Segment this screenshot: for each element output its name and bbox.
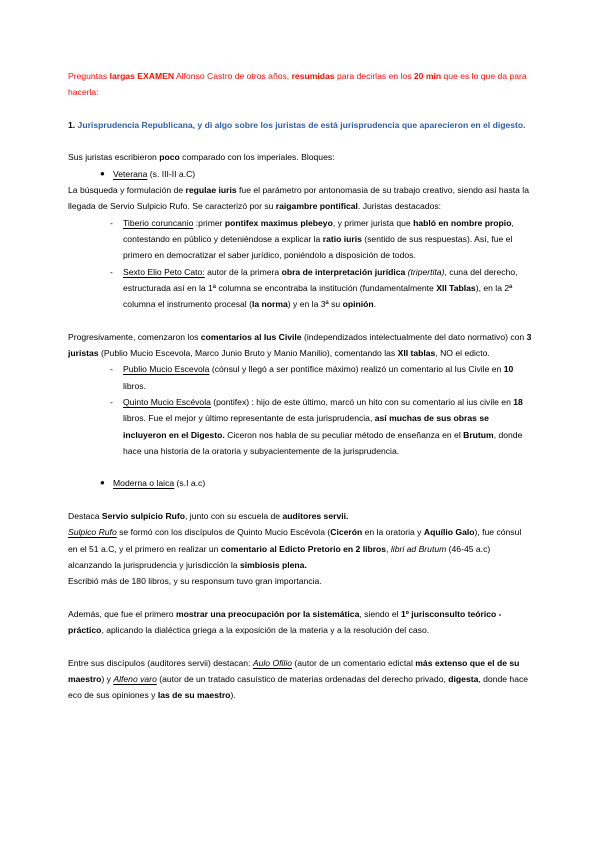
list-item-quinto-name: Quinto Mucio Escévola [123, 396, 211, 407]
paragraph-veterana-text-1: La búsqueda y formulación de [68, 185, 186, 196]
spacer [68, 638, 532, 654]
list-item-quinto-text-1: (pontifex) : hijo de este último, marcó un hito con su comentario al ius civile en [210, 396, 514, 407]
paragraph-discipulos-text-4: (autor de un tratado casuístico de materias ordenadas del derecho privado, [156, 673, 449, 684]
list-item-quinto-text-3: Ciceron nos habla de su peculiar método de enseñanza en el [224, 429, 464, 440]
paragraph-ademas-emphasis-1: mostrar una preocupación por la sistemática [175, 608, 360, 619]
paragraph-destaca [68, 508, 532, 524]
paragraph-ademas-text-1: Además, que fue el primero [68, 608, 176, 619]
list-item-quinto-body [123, 394, 532, 459]
list-item-sexto-italic-1: (tripertita) [405, 266, 445, 277]
list-item-sexto [68, 264, 532, 313]
paragraph-progresivamente-text-1: Progresivamente, comenzaron los [68, 331, 201, 342]
list-item-tiberio-text-4: (sentido de sus respuestas). Así, fue el primero en democratizar el saber jurídico, poniéndolo a disposición de todos. [123, 233, 513, 261]
paragraph-progresivamente-emphasis-3: XII tablas [397, 348, 436, 359]
intro-text-1: Sus juristas escribieron [68, 152, 160, 163]
question-number: 1. [68, 119, 76, 130]
list-item-veterana-body [113, 166, 532, 182]
list-item-publio-name: Publio Mucio Escevola [123, 364, 210, 375]
list-item-publio-text-2: libros. [123, 380, 146, 391]
list-item-sexto-text-1: autor de la primera [204, 266, 282, 277]
paragraph-sulpico-text-5: (46-45 a.c) alcanzando la jurisprudencia y jurisdicción la [68, 543, 491, 570]
paragraph-sulpico-text-1: se formó con los discípulos de Quinto Mucio Escévola ( [116, 527, 331, 538]
list-item-veterana [68, 166, 532, 182]
paragraph-veterana-text-3: . Juristas destacados: [357, 201, 442, 212]
list-item-publio [68, 361, 532, 394]
list-item-quinto-text-2: libros. Fue el mejor y último representante de esta jurisprudencia, [123, 413, 375, 424]
list-item-tiberio-text-2: , y primer jurista que [332, 217, 414, 228]
list-item-veterana-title: Veterana [113, 168, 148, 179]
header-note-text-2: Alfonso Castro de otros años, [174, 71, 292, 81]
list-item-tiberio-text-3: , contestando en público y deteniéndose a explicar la [123, 217, 514, 244]
dash-marker-icon: - [110, 396, 113, 407]
paragraph-ademas-emphasis-2: 1º jurisconsulto teórico -práctico [68, 608, 502, 636]
paragraph-ademas-text-2: , siendo el [359, 608, 401, 619]
paragraph-progresivamente-emphasis-2: 3 juristas [68, 331, 532, 359]
list-item-sexto-name: Sexto Elio Peto Cato: [123, 266, 205, 277]
paragraph-progresivamente-text-2: (independizados intelectualmente del dato normativo) con [301, 331, 527, 342]
paragraph-veterana-emphasis-1: regulae iuris [185, 185, 237, 196]
paragraph-sulpico-emphasis-2: Aquílio Galo [423, 527, 475, 538]
paragraph-progresivamente [68, 329, 532, 362]
list-item-sexto-body [123, 264, 532, 313]
list-item-sexto-emphasis-4: opinión [342, 299, 374, 310]
list-item-quinto [68, 394, 532, 459]
question-heading [68, 117, 532, 133]
header-note-text-4: que es lo que da para hacerla: [68, 71, 527, 98]
paragraph-ademas-text-3: , aplicando la dialéctica griega a la exposición de la materia y a la resolución del caso. [101, 625, 430, 636]
document-body [68, 68, 532, 704]
list-item-sexto-text-5: . [373, 299, 376, 310]
paragraph-sulpico-emphasis-1: Cicerón [330, 527, 363, 538]
header-note-emphasis-1: largas EXAMEN [109, 71, 175, 81]
paragraph-veterana-emphasis-2: raigambre pontifical [275, 201, 358, 212]
paragraph-discipulos-emphasis-2: digesta [448, 673, 479, 684]
paragraph-destaca-text-2: , junto con su escuela de [185, 511, 283, 522]
spacer [68, 101, 532, 117]
paragraph-discipulos-name-1-underline: Aulo Ofilio [252, 657, 293, 668]
intro-paragraph [68, 149, 532, 165]
paragraph-discipulos-text-6: ). [230, 690, 236, 701]
paragraph-progresivamente-text-3: (Publio Mucio Escevola, Marco Junio Bruto y Manio Manilio), comentando las [98, 348, 398, 359]
list-item-moderna-suffix: (s.I a.c) [174, 478, 206, 489]
header-note-emphasis-3: 20 min [413, 71, 442, 81]
header-note-text-1: Preguntas [68, 71, 110, 81]
list-item-tiberio-name: Tiberio coruncanio [123, 217, 194, 228]
list-item-moderna-title: Moderna o laica [113, 478, 175, 489]
paragraph-sulpico-text-3: ), fue cónsul en el 51 a.C, y el primero en realizar un [68, 527, 522, 554]
list-item-tiberio-emphasis-3: ratio iuris [322, 233, 362, 244]
list-item-sexto-text-3: ), en la 2ª columna el instrumento procesal ( [123, 282, 513, 310]
paragraph-destaca-emphasis-2: auditores servii. [282, 511, 349, 522]
list-item-tiberio [68, 215, 532, 264]
list-item-quinto-emphasis-2: así muchas de sus obras se incluyeron en el Digesto. [123, 413, 489, 440]
paragraph-discipulos-text-3: ) y [101, 673, 114, 684]
spacer [68, 312, 532, 328]
list-item-sexto-text-2: , cuna del derecho, estructurada así en la 1ª columna se encontraba la institución (fundamentalmente [123, 266, 518, 293]
paragraph-sulpico-name [68, 527, 117, 537]
list-item-sexto-emphasis-3: la norma [251, 299, 288, 310]
list-item-quinto-emphasis-1: 18 [513, 396, 523, 407]
bullet-marker-icon: ● [100, 478, 105, 488]
paragraph-escribio [68, 573, 532, 589]
paragraph-sulpico-emphasis-3: comentario al Edicto Pretorio en 2 libros [220, 543, 387, 554]
spacer [68, 590, 532, 606]
spacer [68, 492, 532, 508]
paragraph-discipulos-name-2-underline: Alfeno varo [113, 673, 157, 684]
spacer [68, 133, 532, 149]
paragraph-veterana [68, 182, 532, 215]
list-item-tiberio-emphasis-2: habló en nombre propio [413, 217, 512, 228]
paragraph-progresivamente-emphasis-1: comentarios al Ius Civile [200, 331, 302, 342]
paragraph-discipulos-text-5: , donde hace eco de sus opiniones y [68, 673, 529, 701]
paragraph-veterana-text-2: fue el parámetro por antonomasia de su trabajo creativo, siendo así hasta la llegada de Servio Sulpicio Rufo. Se caracterizó por su [68, 185, 530, 212]
header-note-text-3: para decirlas en los [334, 71, 414, 81]
paragraph-discipulos-text-1: Entre sus discípulos (auditores servii) destacan: [68, 657, 253, 668]
list-item-publio-body [123, 361, 532, 394]
paragraph-escribio-text: Escribió más de 180 libros, y su responsum tuvo gran importancia. [68, 576, 322, 587]
paragraph-sulpico-italic-1: libri ad Brutum [390, 543, 447, 554]
list-item-sexto-emphasis-2: XII Tablas [436, 282, 476, 293]
list-item-moderna [68, 475, 532, 491]
dash-marker-icon: - [110, 364, 113, 375]
paragraph-sulpico-emphasis-4: simbiosis plena. [239, 559, 307, 570]
paragraph-discipulos-emphasis-1: más extenso que el de su maestro [68, 657, 520, 684]
paragraph-ademas [68, 606, 532, 639]
paragraph-destaca-text-1: Destaca [68, 511, 102, 522]
list-item-quinto-emphasis-3: Brutum [463, 429, 494, 440]
paragraph-discipulos-name-2 [113, 674, 156, 684]
header-note [68, 68, 532, 101]
paragraph-sulpico-text-2: en la oratoria y [362, 527, 424, 538]
paragraph-discipulos [68, 655, 532, 704]
dash-marker-icon: - [110, 217, 113, 228]
spacer [68, 459, 532, 475]
paragraph-sulpico-name-underline: Sulpico Rufo [68, 527, 117, 538]
list-item-publio-text-1: (cónsul y llegó a ser pontífice máximo) realizó un comentario al Ius Civile en [209, 364, 504, 375]
list-item-tiberio-body [123, 215, 532, 264]
paragraph-discipulos-name-1 [253, 658, 292, 668]
question-text: Jurisprudencia Republicana, y di algo sobre los juristas de está jurisprudencia que aparecieron en el digesto. [75, 119, 526, 130]
paragraph-sulpico [68, 524, 532, 573]
paragraph-progresivamente-text-4: , NO el edicto. [435, 348, 490, 359]
list-item-publio-emphasis-1: 10 [503, 364, 514, 375]
intro-text-2: comparado con los imperiales. Bloques: [179, 152, 335, 163]
list-item-sexto-text-4: ) y en la 3ª su [287, 299, 343, 310]
intro-emphasis: poco [159, 152, 180, 163]
list-item-sexto-emphasis-1: obra de interpretación jurídica [281, 266, 406, 277]
paragraph-sulpico-text-4: , [386, 543, 391, 554]
bullet-marker-icon: ● [100, 168, 105, 178]
paragraph-discipulos-text-2: (autor de un comentario edictal [292, 657, 416, 668]
paragraph-destaca-emphasis-1: Servio sulpicio Rufo [101, 511, 186, 522]
list-item-tiberio-text-1: :primer [193, 217, 225, 228]
list-item-tiberio-emphasis-1: pontifex maximus plebeyo [224, 217, 333, 228]
header-note-emphasis-2: resumidas [291, 71, 335, 81]
dash-marker-icon: - [110, 266, 113, 277]
paragraph-discipulos-emphasis-3: las de su maestro [157, 690, 231, 701]
list-item-moderna-body [113, 475, 532, 491]
list-item-quinto-text-4: , donde hace una historia de la oratoria y subyacientemente de la jurisprudencia. [123, 429, 523, 456]
list-item-veterana-suffix: (s. III-II a.C) [147, 168, 196, 179]
